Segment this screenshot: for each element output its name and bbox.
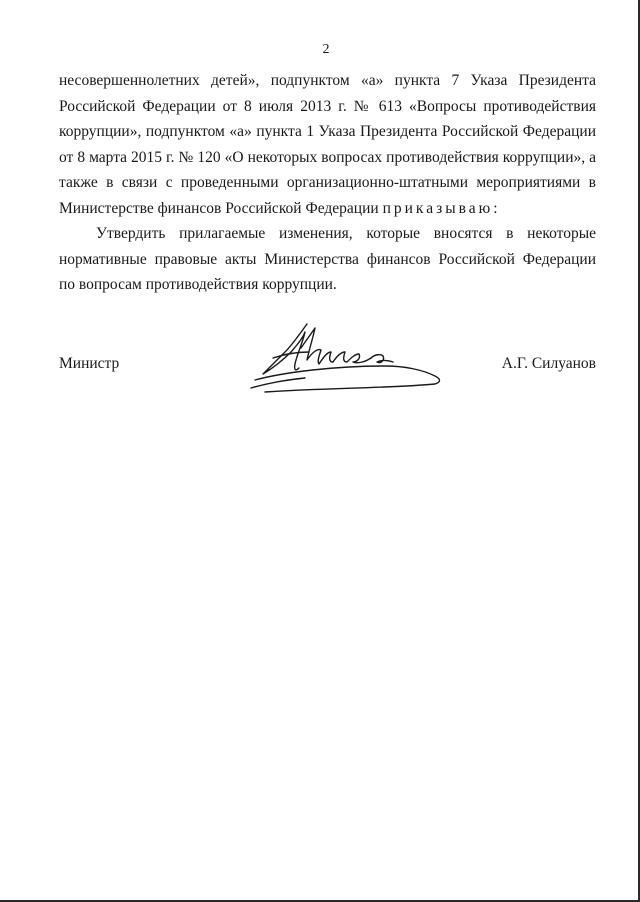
page-number: 2	[322, 42, 330, 57]
paragraph-2-line: Утвердить прилагаемые изменения, которые вносятся в некоторые	[96, 225, 596, 242]
paragraph-1-last-line	[59, 196, 596, 222]
order-command-word: приказываю	[382, 199, 494, 217]
paragraph-2-line: по вопросам противодействия коррупции.	[59, 276, 337, 293]
document-body	[59, 68, 596, 298]
paragraph-1-line: также в связи с проведенными организационно-штатными мероприятиями в	[59, 174, 596, 191]
position-label: Министр	[59, 355, 120, 372]
paragraph-1-line: Российской Федерации от 8 июля 2013 г. № 613 «Вопросы противодействия	[59, 97, 596, 115]
paragraph-1-line: коррупции», подпунктом «а» пункта 1 Указа Президента Российской Федерации	[59, 123, 596, 140]
signatory-name: А.Г. Силуанов	[501, 355, 596, 372]
paragraph-1-line: несовершеннолетних детей», подпунктом «а» пункта 7 Указа Президента	[59, 72, 596, 89]
order-command-colon: :	[493, 199, 498, 217]
handwritten-signature	[245, 318, 455, 398]
paragraph-2-line: нормативные правовые акты Министерства финансов Российской Федерации	[59, 250, 596, 268]
paragraph-1-last-line-text: Министерстве финансов Российской Федерации	[59, 199, 383, 217]
paragraph-1-line: от 8 марта 2015 г. № 120 «О некоторых вопросах противодействия коррупции», а	[59, 148, 596, 166]
